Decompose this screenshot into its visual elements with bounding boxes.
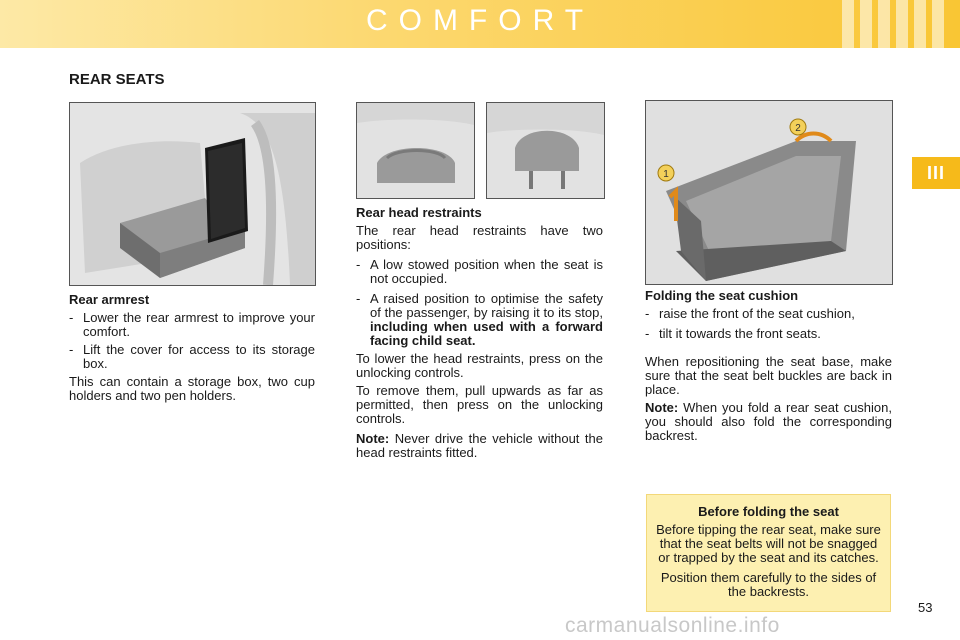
armrest-heading: Rear armrest bbox=[69, 292, 150, 307]
note-label: Note: bbox=[356, 431, 390, 446]
folding-bullet-text: raise the front of the seat cushion, bbox=[659, 306, 855, 321]
head-restraint-raised-photo bbox=[486, 102, 605, 199]
folding-section bbox=[645, 289, 892, 443]
head-restraints-intro: The rear head restraints have two positions: bbox=[356, 223, 603, 252]
folding-bullet: - raise the front of the seat cushion, bbox=[645, 306, 855, 321]
note-text: When you fold a rear seat cushion, you should also fold the corresponding backrest. bbox=[645, 400, 892, 443]
head-restraints-bullet-text: A low stowed position when the seat is not occupied. bbox=[370, 257, 603, 286]
armrest-bullet: - Lift the cover for access to its storage box. bbox=[69, 342, 315, 371]
note-label: Note: bbox=[645, 400, 679, 415]
armrest-section bbox=[69, 293, 315, 403]
folding-note bbox=[645, 401, 892, 443]
seat-cushion-folding-photo bbox=[645, 100, 893, 285]
folding-bullet-text: tilt it towards the front seats. bbox=[659, 326, 821, 341]
chapter-tab[interactable]: III bbox=[912, 157, 960, 189]
folding-bullet: - tilt it towards the front seats. bbox=[645, 326, 821, 341]
head-restraints-lower-text: To lower the head restraints, press on the unlocking controls. bbox=[356, 351, 603, 380]
armrest-bullet: - Lower the rear armrest to improve your comfort. bbox=[69, 310, 315, 339]
head-restraints-section bbox=[356, 206, 603, 460]
folding-heading: Folding the seat cushion bbox=[645, 288, 799, 303]
callout-2-label: 2 bbox=[795, 123, 801, 134]
page-number: 53 bbox=[918, 600, 933, 615]
notice-paragraph: Position them carefully to the sides of the backrests. bbox=[660, 570, 877, 599]
armrest-bullet-text: Lift the cover for access to its storage box. bbox=[83, 342, 315, 371]
armrest-paragraph: This can contain a storage box, two cup holders and two pen holders. bbox=[69, 374, 315, 403]
head-restraint-low-photo bbox=[356, 102, 475, 199]
armrest-bullet-text: Lower the rear armrest to improve your comfort. bbox=[83, 310, 315, 339]
head-restraints-bullet: - A low stowed position when the seat is not occupied. bbox=[356, 257, 603, 286]
chapter-title: COMFORT bbox=[365, 4, 595, 37]
header-stripes bbox=[840, 0, 960, 48]
watermark: carmanualsonline.info bbox=[565, 614, 780, 637]
notice-paragraph: Before tipping the rear seat, make sure that the seat belts will not be snagged or trapped by the seat and its catches. bbox=[656, 522, 881, 565]
notice-title: Before folding the seat bbox=[698, 504, 839, 519]
chapter-header bbox=[0, 0, 960, 48]
head-restraints-heading: Rear head restraints bbox=[356, 205, 482, 220]
head-restraints-bullet-text: A raised position to optimise the safety of the passenger, by raising it to its stop, bbox=[370, 291, 603, 320]
head-restraints-bullet-emphasis: including when used with a forward facing child seat. bbox=[370, 319, 603, 348]
armrest-photo bbox=[69, 102, 316, 286]
note-text: Never drive the vehicle without the head restraints fitted. bbox=[356, 431, 603, 460]
section-title: REAR SEATS bbox=[69, 71, 165, 88]
head-restraints-bullet: - A raised position to optimise the safety of the passenger, by raising it to its stop, including when used with a forward facing child seat. bbox=[356, 291, 603, 348]
folding-paragraph: When repositioning the seat base, make sure that the seat belt buckles are back in place. bbox=[645, 354, 892, 397]
callout-1-label: 1 bbox=[663, 169, 669, 180]
warning-notice-box bbox=[646, 494, 891, 612]
head-restraints-note bbox=[356, 432, 603, 460]
head-restraints-remove-text: To remove them, pull upwards as far as permitted, then press on the unlocking controls. bbox=[356, 383, 603, 426]
